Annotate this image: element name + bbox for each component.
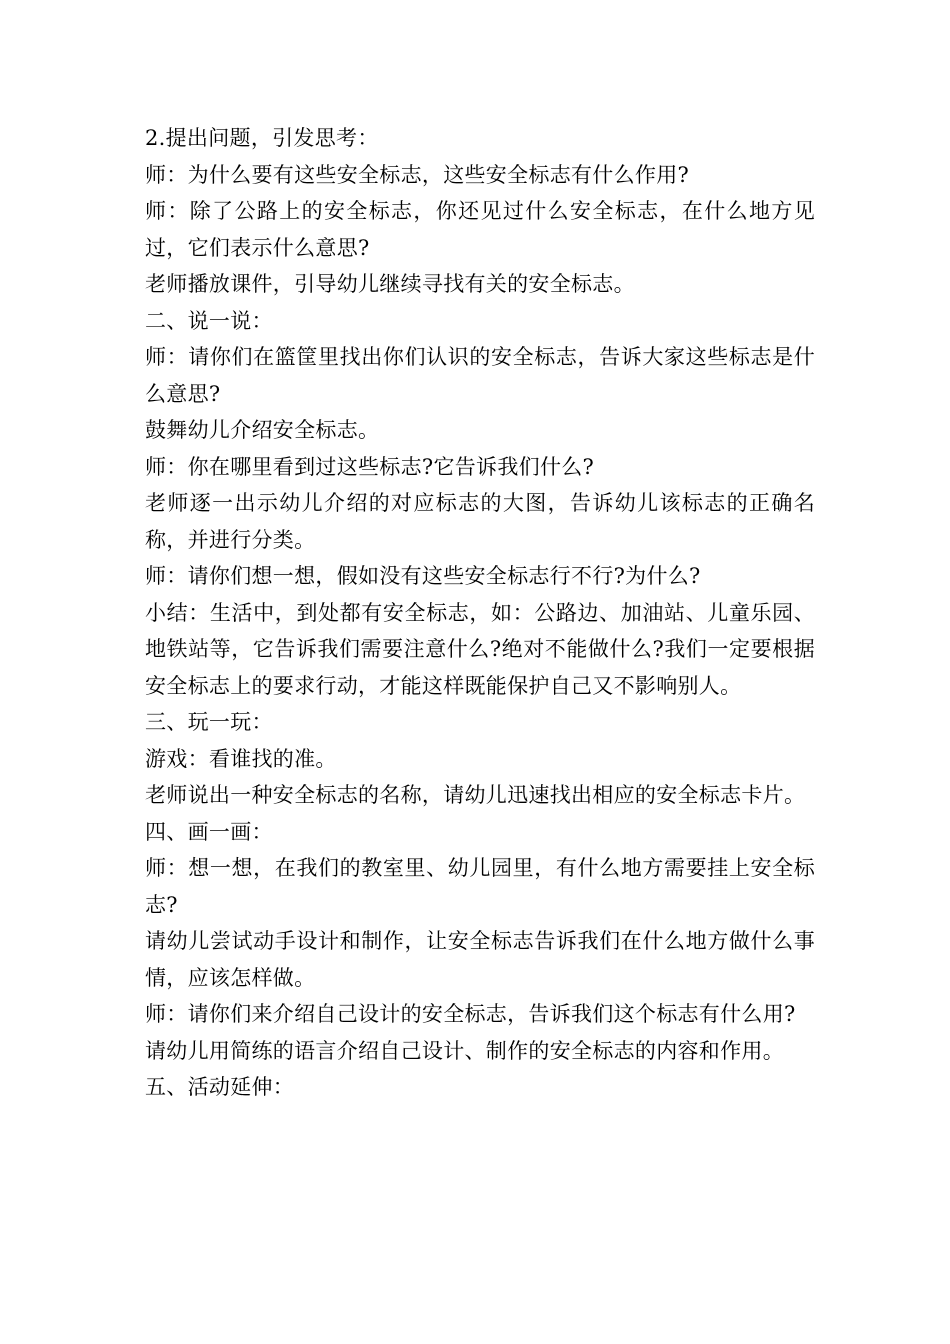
paragraph: 师：想一想，在我们的教室里、幼儿园里，有什么地方需要挂上安全标志? (145, 856, 815, 917)
paragraph: 游戏：看谁找的准。 (145, 746, 337, 771)
paragraph: 请幼儿尝试动手设计和制作，让安全标志告诉我们在什么地方做什么事情，应该怎样做。 (145, 929, 815, 990)
section-heading: 四、画一画： (145, 819, 273, 844)
section-heading: 五、活动延伸： (145, 1075, 295, 1099)
paragraph: 老师逐一出示幼儿介绍的对应标志的大图，告诉幼儿该标志的正确名称，并进行分类。 (145, 491, 815, 552)
paragraph: 师：你在哪里看到过这些标志?它告诉我们什么? (145, 454, 595, 479)
paragraph: 师：除了公路上的安全标志，你还见过什么安全标志，在什么地方见过，它们表示什么意思? (145, 199, 815, 260)
paragraph: 师：请你们在篮筐里找出你们认识的安全标志，告诉大家这些标志是什么意思? (145, 345, 815, 406)
section-heading: 三、玩一玩： (145, 710, 273, 734)
paragraph: 2.提出问题，引发思考： (145, 126, 379, 150)
paragraph: 请幼儿用简练的语言介绍自己设计、制作的安全标志的内容和作用。 (145, 1038, 784, 1063)
section-heading: 二、说一说： (145, 308, 273, 333)
paragraph: 师：请你们来介绍自己设计的安全标志，告诉我们这个标志有什么用? (145, 1002, 796, 1026)
summary-paragraph: 小结：生活中，到处都有安全标志，如：公路边、加油站、儿童乐园、地铁站等，它告诉我们需要注意什么?绝对不能做什么?我们一定要根据安全标志上的要求行动，才能这样既能保护自己又不影响别人。 (145, 600, 815, 698)
paragraph: 老师说出一种安全标志的名称，请幼儿迅速找出相应的安全标志卡片。 (145, 783, 806, 807)
paragraph: 鼓舞幼儿介绍安全标志。 (145, 418, 380, 442)
paragraph: 师：为什么要有这些安全标志，这些安全标志有什么作用? (145, 162, 690, 187)
document-body (145, 120, 815, 1106)
paragraph: 老师播放课件，引导幼儿继续寻找有关的安全标志。 (145, 272, 635, 296)
paragraph: 师：请你们想一想，假如没有这些安全标志行不行?为什么? (145, 564, 701, 588)
